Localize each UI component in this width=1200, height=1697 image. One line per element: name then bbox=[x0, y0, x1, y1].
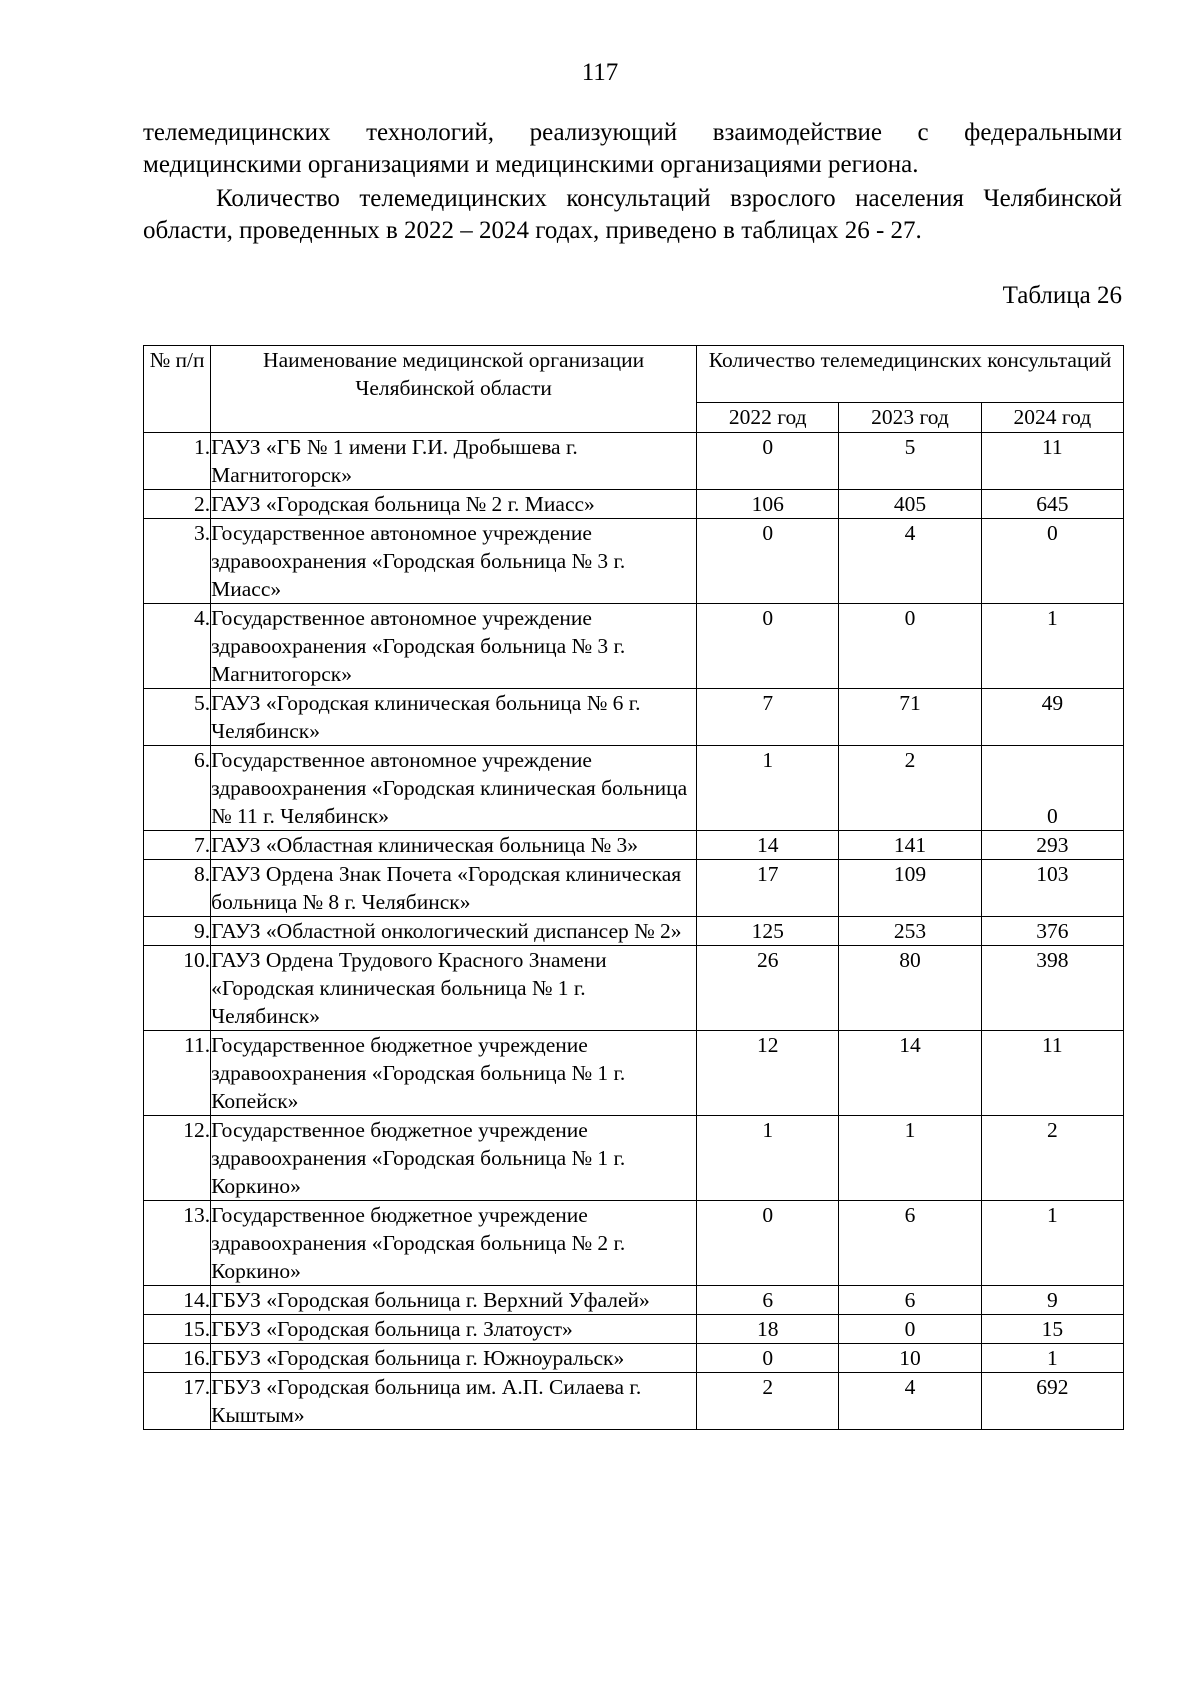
value-2023: 0 bbox=[839, 1315, 981, 1344]
organization-name: Государственное бюджетное учреждение здравоохранения «Городская больница № 1 г. Коркино» bbox=[211, 1116, 697, 1201]
value-2024: 1 bbox=[981, 1344, 1123, 1373]
value-2024: 1 bbox=[981, 604, 1123, 689]
row-number: 4. bbox=[144, 604, 211, 689]
value-2022: 6 bbox=[697, 1286, 839, 1315]
intro-paragraph-continuation: телемедицинских технологий, реализующий взаимодействие с федеральными медицинскими организациями и медицинскими организациями региона. bbox=[143, 119, 1122, 178]
table-row bbox=[144, 946, 1124, 1031]
row-number: 5. bbox=[144, 689, 211, 746]
value-2023: 10 bbox=[839, 1344, 981, 1373]
value-2023: 0 bbox=[839, 604, 981, 689]
table-row bbox=[144, 1373, 1124, 1430]
table-header-row bbox=[144, 346, 1124, 403]
header-year-2022: 2022 год bbox=[697, 403, 839, 433]
organization-name: Государственное автономное учреждение здравоохранения «Городская больница № 3 г. Миасс» bbox=[211, 519, 697, 604]
table-row bbox=[144, 1031, 1124, 1116]
value-2023: 4 bbox=[839, 1373, 981, 1430]
value-2024: 0 bbox=[981, 746, 1123, 831]
organization-name: Государственное автономное учреждение здравоохранения «Городская больница № 3 г. Магнитогорск» bbox=[211, 604, 697, 689]
value-2023: 141 bbox=[839, 831, 981, 860]
row-number: 14. bbox=[144, 1286, 211, 1315]
header-consultations-count: Количество телемедицинских консультаций bbox=[697, 346, 1124, 403]
value-2024: 15 bbox=[981, 1315, 1123, 1344]
value-2022: 2 bbox=[697, 1373, 839, 1430]
row-number: 8. bbox=[144, 860, 211, 917]
value-2024: 1 bbox=[981, 1201, 1123, 1286]
organization-name: Государственное автономное учреждение здравоохранения «Городская клиническая больница № 11 г. Челябинск» bbox=[211, 746, 697, 831]
value-2024: 2 bbox=[981, 1116, 1123, 1201]
row-number: 2. bbox=[144, 490, 211, 519]
value-2022: 7 bbox=[697, 689, 839, 746]
row-number: 7. bbox=[144, 831, 211, 860]
table-row bbox=[144, 1116, 1124, 1201]
row-number: 15. bbox=[144, 1315, 211, 1344]
value-2024: 0 bbox=[981, 519, 1123, 604]
table-row bbox=[144, 689, 1124, 746]
value-2022: 106 bbox=[697, 490, 839, 519]
row-number: 12. bbox=[144, 1116, 211, 1201]
page-number: 117 bbox=[581, 59, 619, 86]
row-number: 6. bbox=[144, 746, 211, 831]
value-2023: 109 bbox=[839, 860, 981, 917]
row-number: 13. bbox=[144, 1201, 211, 1286]
value-2024: 293 bbox=[981, 831, 1123, 860]
value-2024: 398 bbox=[981, 946, 1123, 1031]
intro-paragraph: Количество телемедицинских консультаций взрослого населения Челябинской области, проведенных в 2022 – 2024 годах, приведено в таблицах 26 - 27. bbox=[143, 185, 1122, 244]
organization-name: ГБУЗ «Городская больница им. А.П. Силаева г. Кыштым» bbox=[211, 1373, 697, 1430]
value-2024: 103 bbox=[981, 860, 1123, 917]
value-2023: 6 bbox=[839, 1201, 981, 1286]
value-2024: 376 bbox=[981, 917, 1123, 946]
row-number: 1. bbox=[144, 433, 211, 490]
value-2023: 2 bbox=[839, 746, 981, 831]
telemedicine-consultations-table bbox=[143, 345, 1124, 1430]
header-number: № п/п bbox=[144, 346, 211, 433]
organization-name: Государственное бюджетное учреждение здравоохранения «Городская больница № 1 г. Копейск» bbox=[211, 1031, 697, 1116]
table-row bbox=[144, 831, 1124, 860]
organization-name: ГБУЗ «Городская больница г. Златоуст» bbox=[211, 1315, 697, 1344]
organization-name: Государственное бюджетное учреждение здравоохранения «Городская больница № 2 г. Коркино» bbox=[211, 1201, 697, 1286]
value-2024: 11 bbox=[981, 1031, 1123, 1116]
value-2024: 9 bbox=[981, 1286, 1123, 1315]
table-caption: Таблица 26 bbox=[1002, 282, 1122, 309]
row-number: 9. bbox=[144, 917, 211, 946]
organization-name: ГАУЗ «Областной онкологический диспансер № 2» bbox=[211, 917, 697, 946]
value-2022: 26 bbox=[697, 946, 839, 1031]
value-2022: 0 bbox=[697, 604, 839, 689]
value-2022: 14 bbox=[697, 831, 839, 860]
row-number: 11. bbox=[144, 1031, 211, 1116]
value-2022: 12 bbox=[697, 1031, 839, 1116]
value-2022: 18 bbox=[697, 1315, 839, 1344]
table-row bbox=[144, 490, 1124, 519]
value-2023: 6 bbox=[839, 1286, 981, 1315]
value-2022: 1 bbox=[697, 1116, 839, 1201]
table-row bbox=[144, 746, 1124, 831]
header-organization: Наименование медицинской организации Челябинской области bbox=[211, 346, 697, 433]
organization-name: ГАУЗ Ордена Трудового Красного Знамени «Городская клиническая больница № 1 г. Челябинск» bbox=[211, 946, 697, 1031]
value-2024: 645 bbox=[981, 490, 1123, 519]
value-2023: 253 bbox=[839, 917, 981, 946]
value-2024: 692 bbox=[981, 1373, 1123, 1430]
header-year-2023: 2023 год bbox=[839, 403, 981, 433]
header-year-2024: 2024 год bbox=[981, 403, 1123, 433]
value-2023: 71 bbox=[839, 689, 981, 746]
organization-name: ГАУЗ «ГБ № 1 имени Г.И. Дробышева г. Магнитогорск» bbox=[211, 433, 697, 490]
value-2022: 0 bbox=[697, 1344, 839, 1373]
organization-name: ГАУЗ «Городская больница № 2 г. Миасс» bbox=[211, 490, 697, 519]
row-number: 10. bbox=[144, 946, 211, 1031]
organization-name: ГАУЗ «Областная клиническая больница № 3» bbox=[211, 831, 697, 860]
value-2022: 125 bbox=[697, 917, 839, 946]
value-2022: 0 bbox=[697, 1201, 839, 1286]
organization-name: ГАУЗ Ордена Знак Почета «Городская клиническая больница № 8 г. Челябинск» bbox=[211, 860, 697, 917]
value-2023: 14 bbox=[839, 1031, 981, 1116]
table-row bbox=[144, 1201, 1124, 1286]
row-number: 17. bbox=[144, 1373, 211, 1430]
value-2022: 17 bbox=[697, 860, 839, 917]
table-body bbox=[144, 433, 1124, 1430]
table-row bbox=[144, 433, 1124, 490]
row-number: 3. bbox=[144, 519, 211, 604]
value-2023: 1 bbox=[839, 1116, 981, 1201]
value-2023: 80 bbox=[839, 946, 981, 1031]
row-number: 16. bbox=[144, 1344, 211, 1373]
value-2022: 0 bbox=[697, 433, 839, 490]
organization-name: ГАУЗ «Городская клиническая больница № 6 г. Челябинск» bbox=[211, 689, 697, 746]
value-2023: 4 bbox=[839, 519, 981, 604]
organization-name: ГБУЗ «Городская больница г. Верхний Уфалей» bbox=[211, 1286, 697, 1315]
table-row bbox=[144, 604, 1124, 689]
value-2023: 5 bbox=[839, 433, 981, 490]
table-row bbox=[144, 860, 1124, 917]
table-row bbox=[144, 917, 1124, 946]
table-row bbox=[144, 1286, 1124, 1315]
value-2023: 405 bbox=[839, 490, 981, 519]
table-row bbox=[144, 519, 1124, 604]
organization-name: ГБУЗ «Городская больница г. Южноуральск» bbox=[211, 1344, 697, 1373]
table-row bbox=[144, 1344, 1124, 1373]
value-2022: 1 bbox=[697, 746, 839, 831]
value-2024: 49 bbox=[981, 689, 1123, 746]
table-row bbox=[144, 1315, 1124, 1344]
value-2022: 0 bbox=[697, 519, 839, 604]
value-2024: 11 bbox=[981, 433, 1123, 490]
